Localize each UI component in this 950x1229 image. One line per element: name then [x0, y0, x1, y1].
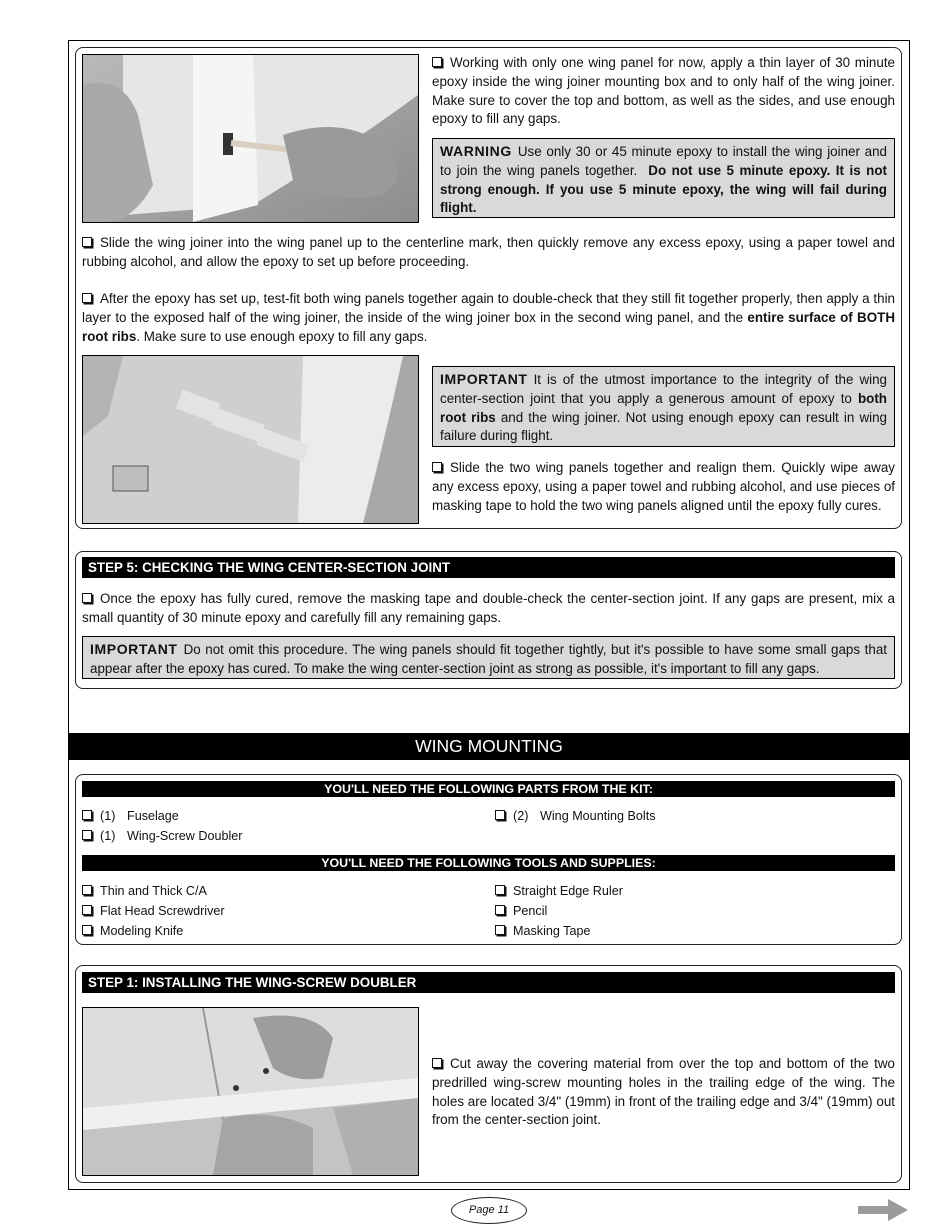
- warning-label: WARNING: [440, 143, 512, 159]
- checkbox-icon[interactable]: [82, 293, 92, 303]
- tool-item-masking-tape: Masking Tape: [495, 923, 590, 939]
- important-box-fill-gaps: IMPORTANT Do not omit this procedure. The wing panels should fit together tightly, but it's possible to have some small gaps that appear after the epoxy has cured. To make the wing center-section joint as strong as possible, it's important to fill any gaps.: [82, 636, 895, 679]
- photo-wing-screw-holes: [82, 1007, 419, 1176]
- photo-wing-panels-taped: [82, 355, 419, 524]
- checkbox-icon[interactable]: [82, 593, 92, 603]
- page-number: Page 11: [451, 1197, 527, 1224]
- parts-heading: YOU'LL NEED THE FOLLOWING PARTS FROM THE KIT:: [82, 781, 895, 797]
- step-slide-joiner: Slide the wing joiner into the wing panel up to the centerline mark, then quickly remove any excess epoxy, using a paper towel and rubbing alcohol, and allow the epoxy to set up before proceeding.: [82, 235, 895, 269]
- checkbox-icon[interactable]: [82, 905, 92, 915]
- step-test-fit-panels: After the epoxy has set up, test-fit both wing panels together again to double-check that they still fit together properly, then apply a thin layer to the exposed half of the wing joiner, the inside of the wing joiner box in the second wing panel, and the entire surface of BOTH root ribs. Make sure to use enough epoxy to fill any gaps.: [82, 291, 895, 344]
- important-label: IMPORTANT: [90, 641, 178, 657]
- checkbox-icon[interactable]: [495, 885, 505, 895]
- step-check-joint: Once the epoxy has fully cured, remove the masking tape and double-check the center-section joint. If any gaps are present, mix a small quantity of 30 minute epoxy and carefully fill any remaining gaps.: [82, 591, 895, 625]
- tool-item-pencil: Pencil: [495, 903, 547, 919]
- step5-heading: STEP 5: CHECKING THE WING CENTER-SECTION JOINT: [82, 557, 895, 578]
- tool-item-ca: Thin and Thick C/A: [82, 883, 207, 899]
- step-cut-covering: Cut away the covering material from over the top and bottom of the two predrilled wing-screw mounting holes in the trailing edge of the wing. The holes are located 3/4" (19mm) in front of the trailing edge and 3/4" (19mm) out from the center-section joint.: [432, 1056, 895, 1128]
- tool-item-screwdriver: Flat Head Screwdriver: [82, 903, 225, 919]
- checkbox-icon[interactable]: [82, 885, 92, 895]
- checkbox-icon[interactable]: [82, 237, 92, 247]
- checkbox-icon[interactable]: [495, 925, 505, 935]
- checkbox-icon[interactable]: [495, 905, 505, 915]
- part-item-fuselage: (1) Fuselage: [82, 808, 179, 824]
- tool-item-ruler: Straight Edge Ruler: [495, 883, 623, 899]
- checkbox-icon[interactable]: [432, 462, 442, 472]
- checkbox-icon[interactable]: [82, 810, 92, 820]
- step1-heading: STEP 1: INSTALLING THE WING-SCREW DOUBLER: [82, 972, 895, 993]
- tools-heading: YOU'LL NEED THE FOLLOWING TOOLS AND SUPPLIES:: [82, 855, 895, 871]
- part-item-wing-mounting-bolts: (2) Wing Mounting Bolts: [495, 808, 656, 824]
- step-apply-epoxy-joiner: Working with only one wing panel for now, apply a thin layer of 30 minute epoxy inside the wing joiner mounting box and to only half of the wing joiner. Make sure to cover the top and bottom, as well as the sides, and use enough epoxy to fill any gaps.: [432, 55, 895, 127]
- next-page-arrow-icon[interactable]: [858, 1199, 908, 1221]
- checkbox-icon[interactable]: [432, 1058, 442, 1068]
- step-realign-panels: Slide the two wing panels together and realign them. Quickly wipe away any excess epoxy, using a paper towel and rubbing alcohol, and use pieces of masking tape to hold the two wing panels aligned until the epoxy fully cures.: [432, 460, 895, 513]
- section-title-wing-mounting: WING MOUNTING: [68, 733, 910, 760]
- checkbox-icon[interactable]: [82, 830, 92, 840]
- warning-box: WARNING Use only 30 or 45 minute epoxy to install the wing joiner and to join the wing panels together. Do not use 5 minute epoxy. It is not strong enough. If you use 5 minute epoxy, the wing will fail during flight.: [432, 138, 895, 218]
- checkbox-icon[interactable]: [82, 925, 92, 935]
- checkbox-icon[interactable]: [432, 57, 442, 67]
- important-label: IMPORTANT: [440, 371, 528, 387]
- part-item-wing-screw-doubler: (1) Wing-Screw Doubler: [82, 828, 242, 844]
- photo-wing-joiner-insertion: [82, 54, 419, 223]
- important-box-root-ribs: IMPORTANT It is of the utmost importance to the integrity of the wing center-section joint that you apply a generous amount of epoxy to both root ribs and the wing joiner. Not using enough epoxy can result in wing failure during flight.: [432, 366, 895, 447]
- tool-item-knife: Modeling Knife: [82, 923, 183, 939]
- checkbox-icon[interactable]: [495, 810, 505, 820]
